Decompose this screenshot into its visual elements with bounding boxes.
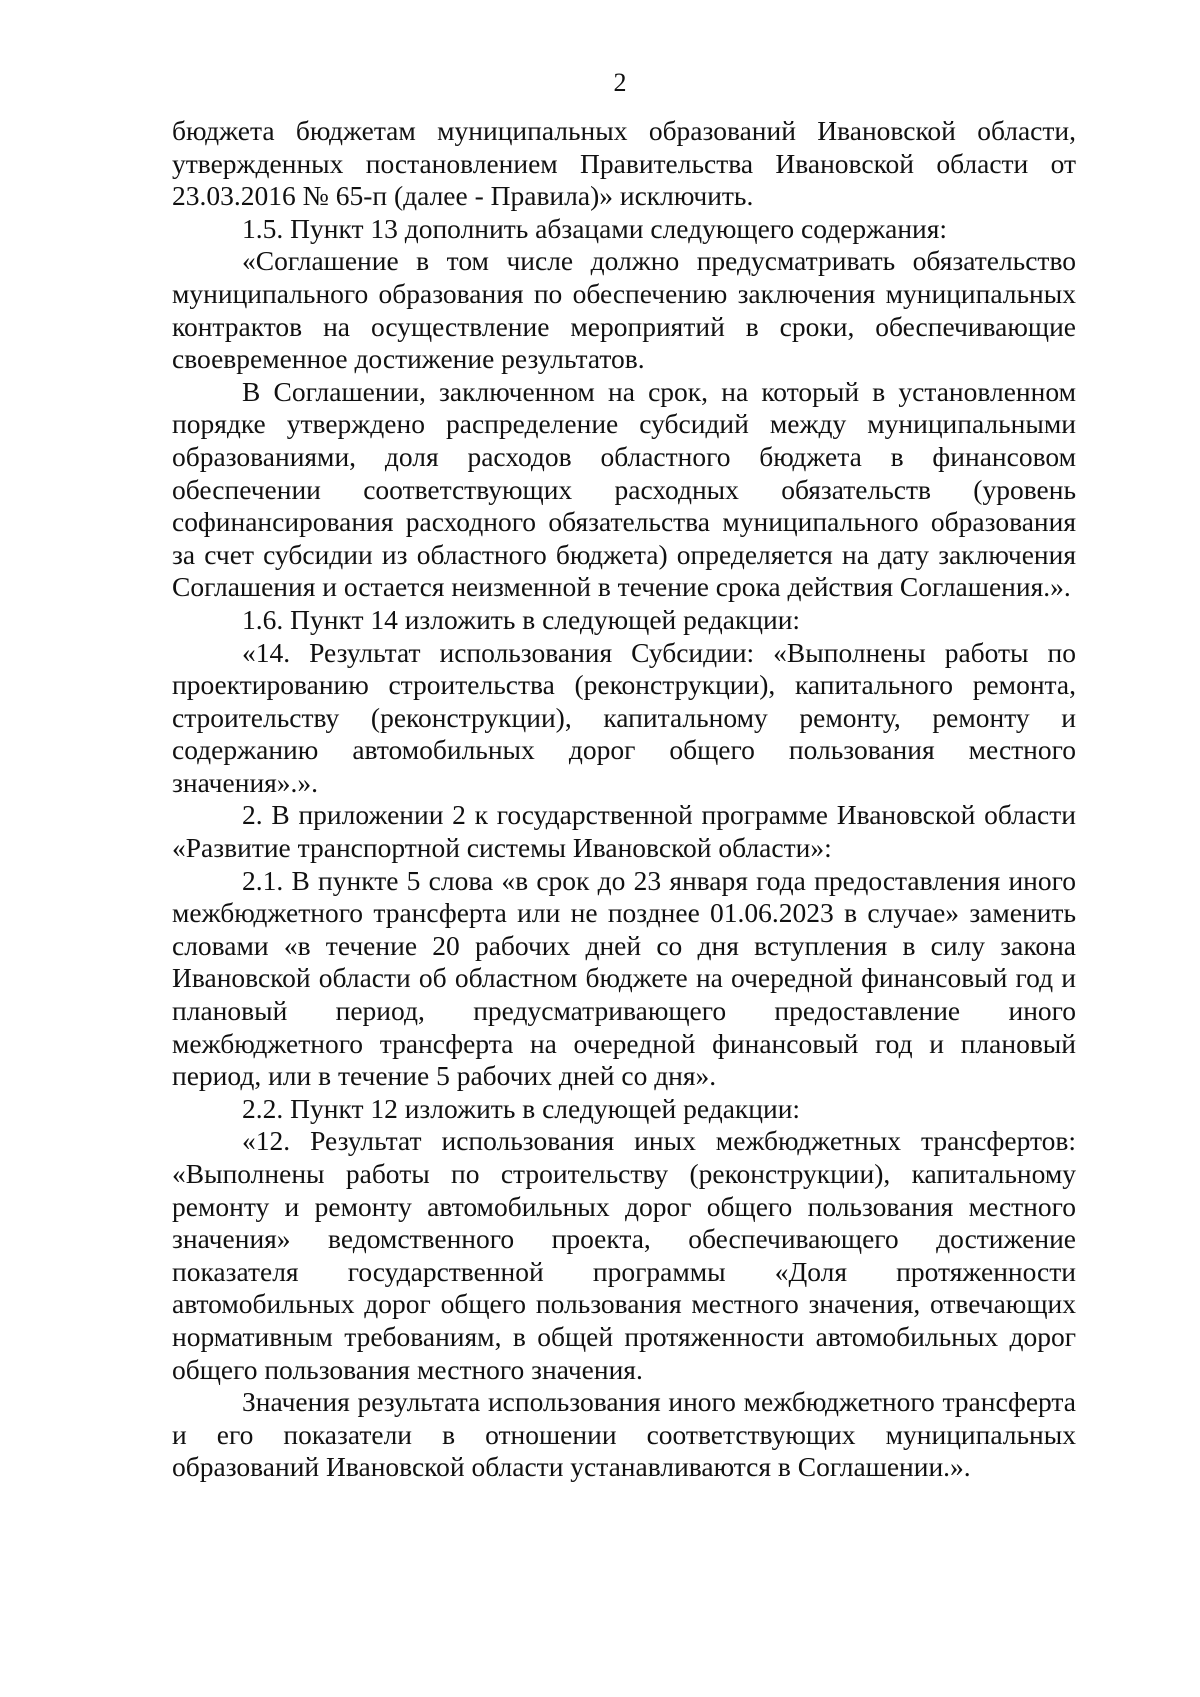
paragraph: «14. Результат использования Субсидии: «Выполнены работы по проектированию строительства (реконструкции), капитального ремонта, строительству (реконструкции), капитальному ремонту, ремонту и содержанию автомобильных дорог общего пользования местного значения».». (172, 636, 1076, 798)
paragraph: бюджета бюджетам муниципальных образований Ивановской области, утвержденных постановлением Правительства Ивановской области от 23.03.2016 № 65-п (далее - Правила)» исключить. (172, 115, 1076, 212)
paragraph: 2.1. В пункте 5 слова «в срок до 23 января года предоставления иного межбюджетного трансферта или не позднее 01.06.2023 в случае» заменить словами «в течение 20 рабочих дней со дня вступления в силу закона Ивановской области об областном бюджете на очередной финансовый год и плановый период, предусматривающего предоставление иного межбюджетного трансферта на очередной финансовый год и плановый период, или в течение 5 рабочих дней со дня». (172, 864, 1076, 1092)
paragraph: «Соглашение в том числе должно предусматривать обязательство муниципального образования по обеспечению заключения муниципальных контрактов на осуществление мероприятий в сроки, обеспечивающие своевременное достижение результатов. (172, 245, 1076, 375)
document-body (172, 115, 1076, 1484)
paragraph: 1.6. Пункт 14 изложить в следующей редакции: (242, 603, 801, 635)
paragraph: Значения результата использования иного межбюджетного трансферта и его показатели в отношении соответствующих муниципальных образований Ивановской области устанавливаются в Соглашении.». (172, 1386, 1076, 1483)
paragraph: 1.5. Пункт 13 дополнить абзацами следующего содержания: (242, 212, 948, 244)
paragraph: 2. В приложении 2 к государственной программе Ивановской области «Развитие транспортной системы Ивановской области»: (172, 799, 1076, 864)
paragraph: 2.2. Пункт 12 изложить в следующей редакции: (242, 1092, 801, 1124)
paragraph: В Соглашении, заключенном на срок, на который в установленном порядке утверждено распределение субсидий между муниципальными образованиями, доля расходов областного бюджета в финансовом обеспечении соответствующих расходных обязательств (уровень софинансирования расходного обязательства муниципального образования за счет субсидии из областного бюджета) определяется на дату заключения Соглашения и остается неизменной в течение срока действия Соглашения.». (172, 375, 1076, 603)
page-number: 2 (613, 68, 627, 97)
paragraph: «12. Результат использования иных межбюджетных трансфертов: «Выполнены работы по строительству (реконструкции), капитальному ремонту и ремонту автомобильных дорог общего пользования местного значения» ведомственного проекта, обеспечивающего достижение показателя государственной программы «Доля протяженности автомобильных дорог общего пользования местного значения, отвечающих нормативным требованиям, в общей протяженности автомобильных дорог общего пользования местного значения. (172, 1125, 1076, 1385)
